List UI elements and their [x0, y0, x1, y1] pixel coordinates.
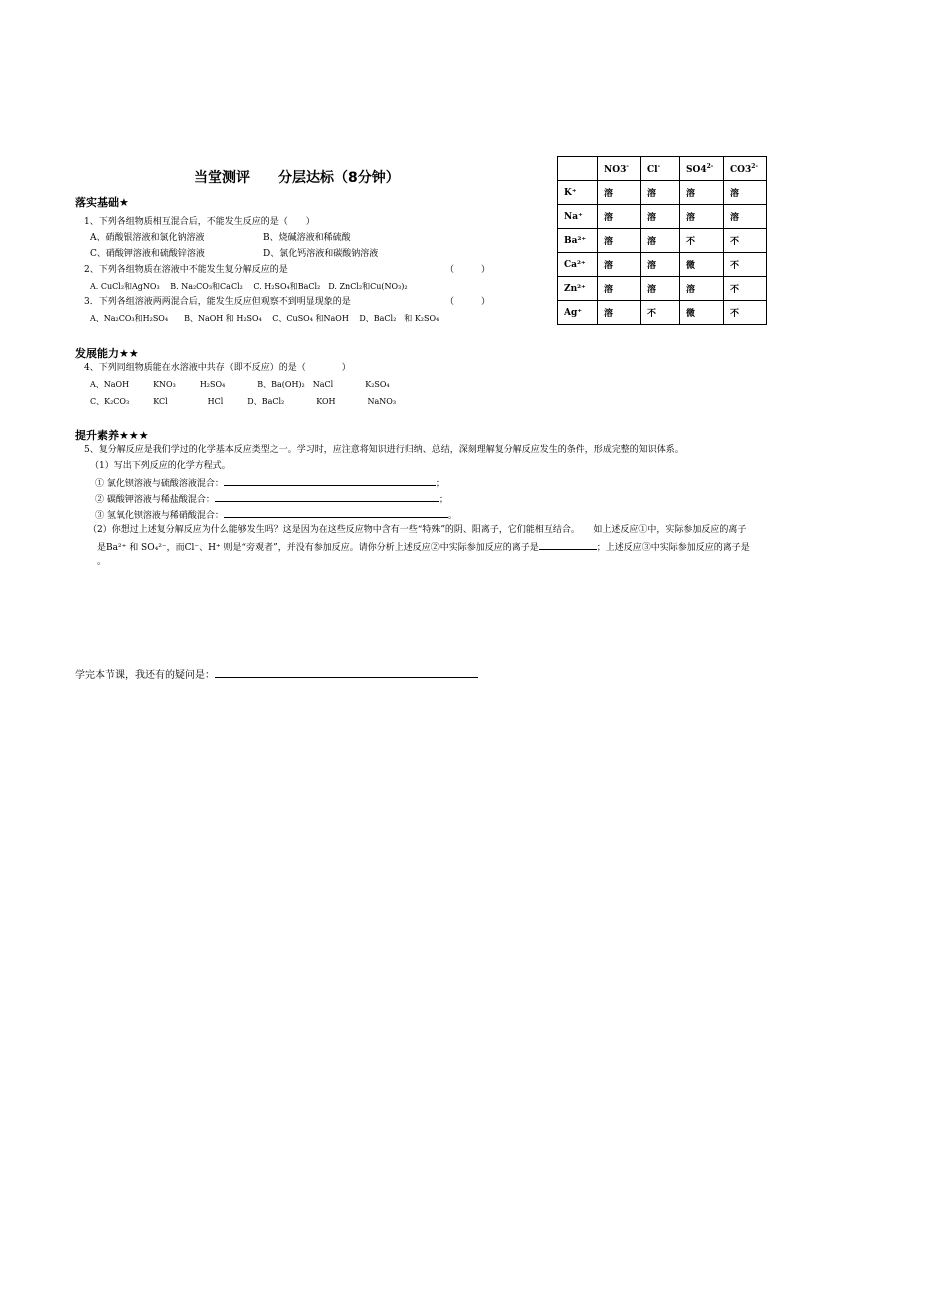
question-3-stem: 3．下列各组溶液两两混合后，能发生反应但观察不到明显现象的是 [84, 297, 351, 307]
equation-1-blank[interactable] [224, 476, 436, 486]
table-cell: 溶 [641, 277, 680, 301]
table-row [558, 229, 767, 253]
table-cell: 微 [680, 253, 724, 277]
solubility-table [557, 156, 767, 325]
equation-item-1-end: ； [435, 479, 445, 489]
table-cell: Ba²⁺ [558, 229, 598, 253]
footer-question-label: 学完本节课，我还有的疑问是： [75, 670, 215, 681]
table-cell: 溶 [724, 181, 767, 205]
table-cell: 溶 [680, 205, 724, 229]
table-cell: 溶 [598, 229, 641, 253]
table-row [558, 253, 767, 277]
question-5-part2-line2 [97, 540, 750, 554]
table-cell: 溶 [598, 181, 641, 205]
question-4-options-line2: C、K₂CO₃ KCl HCl D、BaCl₂ KOH NaNO₃ [90, 397, 397, 406]
footer-question-blank[interactable] [215, 667, 478, 678]
question-3-options: A、Na₂CO₃和H₂SO₄ B、NaOH 和 H₂SO₄ C、CuSO₄ 和NaOH D、BaCl₂ 和 K₂SO₄ [90, 314, 440, 323]
table-header-cell: $CO3^{2-}$ [724, 157, 767, 181]
equation-item-3-end: 。 [447, 511, 457, 521]
question-2-options: A. CuCl₂和AgNO₃ B. Na₂CO₃和CaCl₂ C. H₂SO₄和BaCl₂ D. ZnCl₂和Cu(NO₃)₂ [90, 282, 408, 291]
table-cell: 溶 [680, 181, 724, 205]
question-5-stem: 5、复分解反应是我们学过的化学基本反应类型之一。学习时，应注意将知识进行归纳、总结，深刻理解复分解反应发生的条件，形成完整的知识体系。 [84, 445, 684, 455]
table-header-cell [558, 157, 598, 181]
table-cell: 溶 [680, 277, 724, 301]
table-cell: 溶 [641, 229, 680, 253]
table-cell: K⁺ [558, 181, 598, 205]
table-row [558, 301, 767, 325]
section-heading-advanced: 提升素养★★★ [75, 429, 149, 442]
equation-item-3-label: ③ 氢氧化钡溶液与稀硝酸混合： [95, 511, 224, 521]
table-cell: 微 [680, 301, 724, 325]
table-header-cell: $SO4^{2-}$ [680, 157, 724, 181]
table-cell: 溶 [598, 301, 641, 325]
table-header-cell: NO3- [598, 157, 641, 181]
question-1-option-b: B、烧碱溶液和稀硫酸 [263, 233, 351, 243]
equation-item-1 [95, 476, 445, 490]
table-cell: Ca²⁺ [558, 253, 598, 277]
table-cell: 溶 [598, 277, 641, 301]
section-heading-ability: 发展能力★★ [75, 347, 139, 360]
question-2-stem: 2、下列各组物质在溶液中不能发生复分解反应的是 [84, 265, 288, 275]
equation-item-2 [95, 492, 448, 506]
question-1-option-d: D、氯化钙溶液和碳酸钠溶液 [263, 249, 379, 259]
table-cell: 不 [724, 301, 767, 325]
section-heading-basic: 落实基础★ [75, 196, 129, 209]
table-cell: 不 [724, 277, 767, 301]
table-cell: 溶 [641, 181, 680, 205]
table-cell: 溶 [641, 253, 680, 277]
equation-3-blank[interactable] [224, 508, 448, 518]
question-1-stem: 1、下列各组物质相互混合后，不能发生反应的是（ ） [84, 217, 315, 227]
question-4-stem: 4、下列同组物质能在水溶液中共存（即不反应）的是（ ） [84, 363, 351, 373]
table-row [558, 181, 767, 205]
question-5-part2-line1: （2）你想过上述复分解反应为什么能够发生吗？这是因为在这些反应物中含有一些“特殊”的阴、阳离子，它们能相互结合。 如上述反应①中，实际参加反应的离子 [88, 525, 747, 535]
table-cell: 不 [641, 301, 680, 325]
question-5-part1: （1）写出下列反应的化学方程式。 [90, 461, 231, 471]
table-cell: 不 [724, 229, 767, 253]
table-cell: 溶 [598, 205, 641, 229]
question-3-answer-paren: （ ） [445, 297, 491, 307]
part2-text-b: ；上述反应③中实际参加反应的离子是 [596, 543, 750, 553]
table-cell: Zn²⁺ [558, 277, 598, 301]
question-2-answer-paren: （ ） [445, 265, 491, 275]
table-cell: Na⁺ [558, 205, 598, 229]
ion-answer-blank-2[interactable] [539, 540, 597, 550]
table-row [558, 277, 767, 301]
table-header-row [558, 157, 767, 181]
question-5-part2-line3: 。 [97, 557, 107, 567]
table-cell: 溶 [598, 253, 641, 277]
question-1-option-a: A、硝酸银溶液和氯化钠溶液 [90, 233, 205, 243]
equation-item-3 [95, 508, 457, 522]
equation-item-2-label: ② 碳酸钾溶液与稀盐酸混合： [95, 495, 215, 505]
table-header-cell: Cl- [641, 157, 680, 181]
equation-item-1-label: ① 氯化钡溶液与硫酸溶液混合： [95, 479, 224, 489]
page-title: 当堂测评 分层达标（8分钟） [194, 170, 400, 186]
table-cell: Ag⁺ [558, 301, 598, 325]
table-cell: 溶 [641, 205, 680, 229]
part2-text-a: 是Ba²⁺ 和 SO₄²⁻，而Cl⁻、H⁺ 则是“旁观者”，并没有参加反应。请你分析上述反应②中实际参加反应的离子是 [97, 543, 539, 553]
table-row [558, 205, 767, 229]
table-cell: 不 [680, 229, 724, 253]
footer-question [75, 667, 478, 683]
table-cell: 不 [724, 253, 767, 277]
table-cell: 溶 [724, 205, 767, 229]
question-4-options-line1: A、NaOH KNO₃ H₂SO₄ B、Ba(OH)₂ NaCl K₂SO₄ [90, 380, 390, 389]
question-1-option-c: C、硝酸钾溶液和硫酸锌溶液 [90, 249, 205, 259]
equation-item-2-end: ； [438, 495, 448, 505]
equation-2-blank[interactable] [215, 492, 439, 502]
